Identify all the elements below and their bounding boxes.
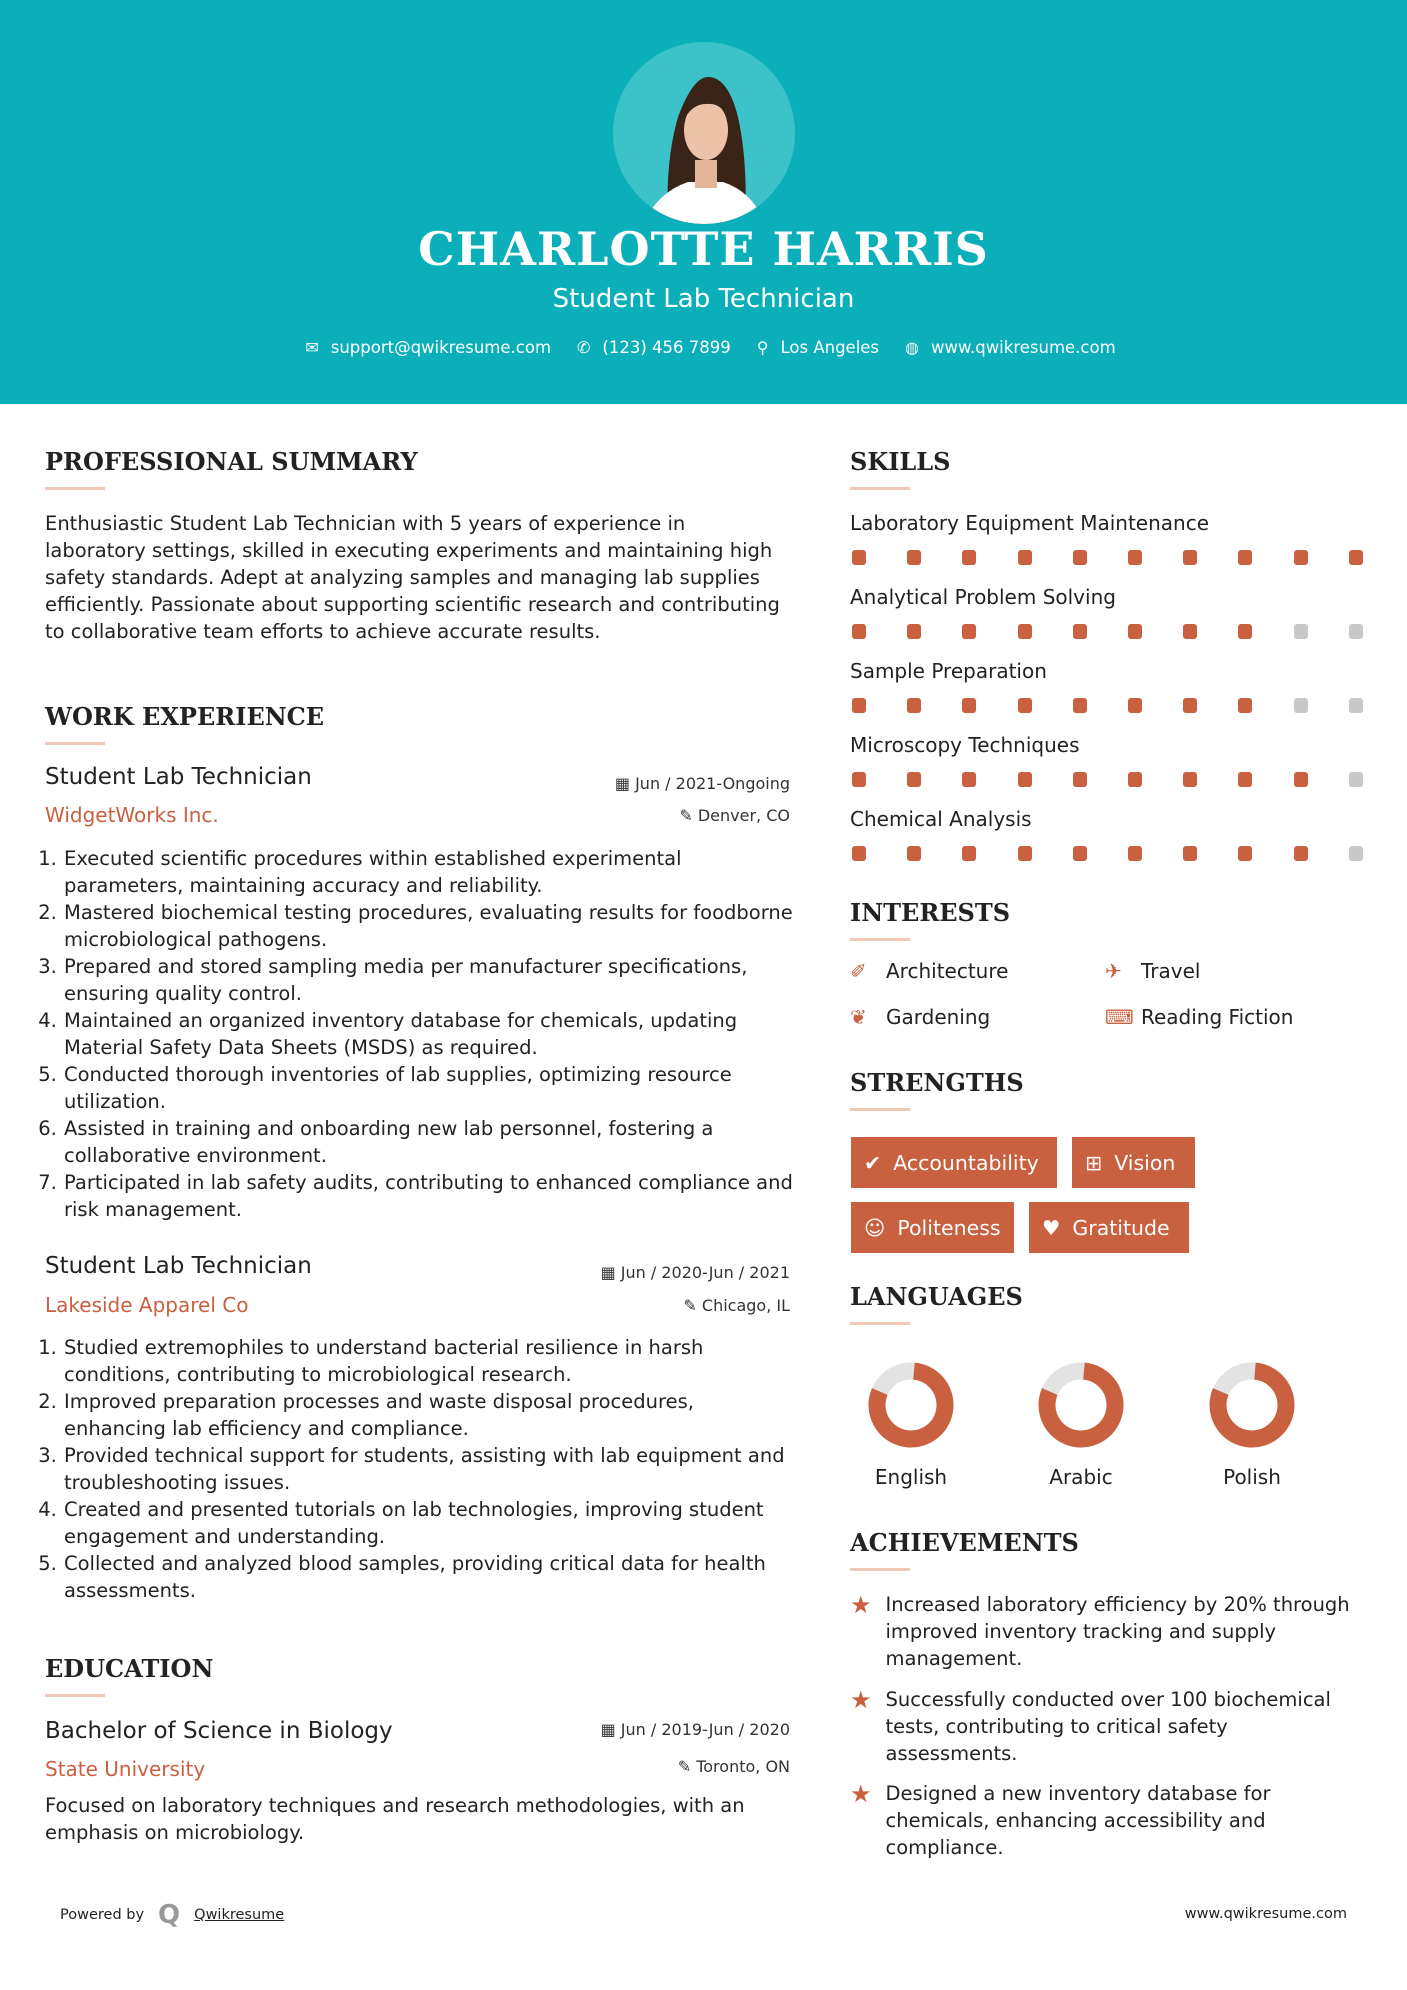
skill-name: Sample Preparation: [850, 659, 1047, 683]
email-link[interactable]: support@qwikresume.com: [330, 338, 552, 357]
strength-label: Accountability: [893, 1150, 1039, 1175]
pin-icon: ✎: [683, 1296, 702, 1315]
bullet: 7. Participated in lab safety audits, contributing to enhanced compliance and risk management.: [63, 1169, 795, 1223]
candidate-role: Student Lab Technician: [552, 284, 855, 314]
profile-photo: [613, 42, 795, 224]
skill-dot-filled: [907, 698, 921, 713]
education-location: [530, 1757, 790, 1776]
education-dates-text: Jun / 2019-Jun / 2020: [620, 1720, 790, 1739]
skill-dot-filled: [1018, 624, 1032, 639]
skill-dot-filled: [1294, 846, 1308, 861]
bullet: 5. Conducted thorough inventories of lab supplies, optimizing resource utilization.: [63, 1061, 795, 1115]
skill-dot-empty: [1349, 698, 1363, 713]
skill-dot-filled: [1238, 550, 1252, 565]
skill-dot-filled: [1294, 772, 1308, 787]
language-name: Polish: [1223, 1465, 1281, 1489]
skill-dot-filled: [1294, 550, 1308, 565]
skill-dot-filled: [852, 550, 866, 565]
bullet: 4. Created and presented tutorials on lab technologies, improving student engagement and understanding.: [63, 1496, 795, 1550]
skill-dot-filled: [1238, 698, 1252, 713]
skill-dot-empty: [1349, 846, 1363, 861]
skill-dot-filled: [907, 846, 921, 861]
job-dates-text: Jun / 2020-Jun / 2021: [620, 1263, 790, 1282]
skill-dot-filled: [1128, 772, 1142, 787]
smile-icon: ☺: [864, 1215, 886, 1240]
bullet: 4. Maintained an organized inventory database for chemicals, updating Material Safety Data Sheets (MSDS) as required.: [63, 1007, 795, 1061]
education-dates: [530, 1720, 790, 1739]
job-bullets: [45, 845, 795, 1223]
interest-travel: [1105, 959, 1200, 983]
interest-label: Gardening: [886, 1005, 991, 1029]
skill-dot-filled: [962, 698, 976, 713]
interest-label: Reading Fiction: [1141, 1005, 1294, 1029]
achievement-item: [850, 1780, 1350, 1861]
skill-dot-filled: [1128, 846, 1142, 861]
skill-dot-filled: [852, 698, 866, 713]
job-company: WidgetWorks Inc.: [45, 803, 219, 827]
skill-dot-filled: [1073, 550, 1087, 565]
skill-dot-filled: [962, 772, 976, 787]
skill-rating: [852, 550, 1372, 566]
job-title: Student Lab Technician: [45, 1253, 312, 1279]
globe-icon: ◍: [905, 338, 919, 357]
education-location-text: Toronto, ON: [696, 1757, 790, 1776]
skill-dot-filled: [1128, 550, 1142, 565]
star-icon: ★: [850, 1780, 872, 1808]
gamepad-icon: ⌨: [1105, 1005, 1134, 1029]
language-name: Arabic: [1049, 1465, 1113, 1489]
footer-website[interactable]: www.qwikresume.com: [1184, 1906, 1347, 1922]
strength-label: Politeness: [897, 1215, 1001, 1240]
map-pin-icon: ⚲: [756, 338, 769, 357]
achievement-item: [850, 1686, 1350, 1767]
job-title: Student Lab Technician: [45, 764, 312, 790]
skill-dot-filled: [1128, 698, 1142, 713]
job-dates: [530, 774, 790, 793]
strength-label: Vision: [1114, 1150, 1176, 1175]
job-location: [530, 1296, 790, 1315]
location-text: Los Angeles: [780, 338, 880, 357]
heart-icon: ♥: [1042, 1215, 1061, 1240]
skill-dot-filled: [1018, 772, 1032, 787]
skill-dot-filled: [1128, 624, 1142, 639]
skill-name: Chemical Analysis: [850, 807, 1032, 831]
language-donut: [1202, 1355, 1302, 1455]
star-icon: ★: [850, 1591, 872, 1619]
education-description: Focused on laboratory techniques and research methodologies, with an emphasis on microbiology.: [45, 1794, 745, 1844]
skill-rating: [852, 772, 1372, 788]
powered-by-text: Powered by: [60, 1907, 145, 1923]
skill-dot-filled: [907, 550, 921, 565]
skill-dot-filled: [1018, 846, 1032, 861]
bullet: 2. Improved preparation processes and waste disposal procedures, enhancing lab efficiency and compliance.: [63, 1388, 795, 1442]
achievement-item: [850, 1591, 1350, 1672]
skill-dot-filled: [1238, 846, 1252, 861]
bullet: 1. Executed scientific procedures within established experimental parameters, maintaining accuracy and reliability.: [63, 845, 795, 899]
skill-dot-empty: [1294, 624, 1308, 639]
skill-rating: [852, 624, 1372, 640]
skill-dot-filled: [1183, 772, 1197, 787]
skill-dot-filled: [1183, 624, 1197, 639]
brand-link[interactable]: Qwikresume: [194, 1907, 285, 1923]
strength-gratitude: [1029, 1202, 1189, 1253]
phone-text: (123) 456 7899: [602, 338, 731, 357]
skill-rating: [852, 698, 1372, 714]
interest-gardening: [850, 1005, 990, 1029]
skill-dot-filled: [1018, 550, 1032, 565]
work-heading: WORK EXPERIENCE: [45, 702, 325, 731]
job-location-text: Denver, CO: [697, 806, 790, 825]
skill-dot-filled: [1073, 772, 1087, 787]
achievements-heading: ACHIEVEMENTS: [850, 1528, 1079, 1557]
job-bullets: [45, 1334, 795, 1604]
check-circle-icon: ✔: [864, 1150, 882, 1175]
plane-icon: ✈: [1105, 959, 1122, 983]
skill-dot-filled: [962, 550, 976, 565]
skill-dot-filled: [1238, 624, 1252, 639]
strength-vision: [1072, 1137, 1195, 1188]
star-icon: ★: [850, 1686, 872, 1714]
skill-dot-filled: [1073, 698, 1087, 713]
skill-dot-filled: [962, 624, 976, 639]
bullet: 3. Prepared and stored sampling media per manufacturer specifications, ensuring quality control.: [63, 953, 795, 1007]
skill-dot-empty: [1294, 698, 1308, 713]
strength-accountability: [851, 1137, 1057, 1188]
calendar-icon: ▦: [614, 774, 636, 793]
skill-name: Analytical Problem Solving: [850, 585, 1116, 609]
language-donut: [1031, 1355, 1131, 1455]
job-company: Lakeside Apparel Co: [45, 1293, 249, 1317]
website-link[interactable]: www.qwikresume.com: [931, 338, 1116, 357]
pin-icon: ✎: [679, 806, 698, 825]
degree-title: Bachelor of Science in Biology: [45, 1718, 393, 1744]
skill-dot-filled: [1238, 772, 1252, 787]
skill-dot-filled: [1073, 846, 1087, 861]
skill-dot-filled: [1349, 550, 1363, 565]
skill-dot-filled: [852, 772, 866, 787]
skill-dot-filled: [1183, 698, 1197, 713]
calendar-icon: ▦: [600, 1720, 621, 1739]
skill-name: Microscopy Techniques: [850, 733, 1080, 757]
job-location-text: Chicago, IL: [701, 1296, 790, 1315]
skill-dot-filled: [907, 624, 921, 639]
education-heading: EDUCATION: [45, 1654, 214, 1683]
achievement-text: Successfully conducted over 100 biochemical tests, contributing to critical safety assessments.: [885, 1688, 1331, 1765]
bullet: 3. Provided technical support for students, assisting with lab equipment and troubleshooting issues.: [63, 1442, 795, 1496]
strength-label: Gratitude: [1072, 1215, 1170, 1240]
bullet: 6. Assisted in training and onboarding new lab personnel, fostering a collaborative environment.: [63, 1115, 795, 1169]
skill-dot-filled: [962, 846, 976, 861]
school-name: State University: [45, 1757, 206, 1781]
header: [0, 0, 1407, 404]
interest-label: Architecture: [886, 959, 1009, 983]
qwikresume-logo-icon: Q: [158, 1900, 181, 1930]
achievement-text: Designed a new inventory database for chemicals, enhancing accessibility and compliance.: [885, 1782, 1271, 1859]
candidate-name: CHARLOTTE HARRIS: [418, 222, 989, 276]
skill-dot-filled: [1073, 624, 1087, 639]
interest-architecture: [850, 959, 1008, 983]
job-dates-text: Jun / 2021-Ongoing: [635, 774, 790, 793]
phone-icon: ✆: [577, 338, 591, 357]
interests-heading: INTERESTS: [850, 898, 1011, 927]
interest-label: Travel: [1141, 959, 1201, 983]
skill-dot-filled: [852, 624, 866, 639]
strengths-heading: STRENGTHS: [850, 1068, 1024, 1097]
pin-icon: ✎: [677, 1757, 697, 1776]
summary-heading: PROFESSIONAL SUMMARY: [45, 447, 418, 476]
skill-rating: [852, 846, 1372, 862]
skill-dot-filled: [1018, 698, 1032, 713]
bullet: 1. Studied extremophiles to understand bacterial resilience in harsh conditions, contributing to microbiological research.: [63, 1334, 795, 1388]
skill-dot-filled: [1183, 846, 1197, 861]
summary-text: Enthusiastic Student Lab Technician with 5 years of experience in laboratory settings, skilled in executing experiments and maintaining high safety standards. Adept at analyzing samples and managing lab supplies efficiently. Passionate about supporting scientific research and contributing to collaborative team efforts to achieve accurate results.: [45, 512, 780, 643]
skill-dot-filled: [852, 846, 866, 861]
skill-dot-filled: [1183, 550, 1197, 565]
skill-dot-filled: [907, 772, 921, 787]
contact-bar: [0, 338, 1407, 357]
leaf-icon: ❦: [850, 1005, 867, 1029]
achievement-text: Increased laboratory efficiency by 20% through improved inventory tracking and supply management.: [885, 1593, 1350, 1670]
job-dates: [530, 1263, 790, 1282]
languages-heading: LANGUAGES: [850, 1282, 1023, 1311]
interest-reading-fiction: [1105, 1005, 1293, 1029]
bullet: 2. Mastered biochemical testing procedures, evaluating results for foodborne microbiological pathogens.: [63, 899, 795, 953]
language-name: English: [874, 1465, 948, 1489]
skill-dot-empty: [1349, 624, 1363, 639]
binoculars-icon: ⊞: [1085, 1150, 1103, 1175]
job-location: [530, 806, 790, 825]
skills-heading: SKILLS: [850, 447, 951, 476]
footer-powered: [60, 1900, 284, 1930]
skill-dot-empty: [1349, 772, 1363, 787]
envelope-icon: ✉: [305, 338, 319, 357]
pencil-ruler-icon: ✐: [850, 959, 867, 983]
language-donut: [861, 1355, 961, 1455]
bullet: 5. Collected and analyzed blood samples, providing critical data for health assessments.: [63, 1550, 795, 1604]
calendar-icon: ▦: [600, 1263, 621, 1282]
skill-name: Laboratory Equipment Maintenance: [850, 511, 1210, 535]
strength-politeness: [851, 1202, 1014, 1253]
